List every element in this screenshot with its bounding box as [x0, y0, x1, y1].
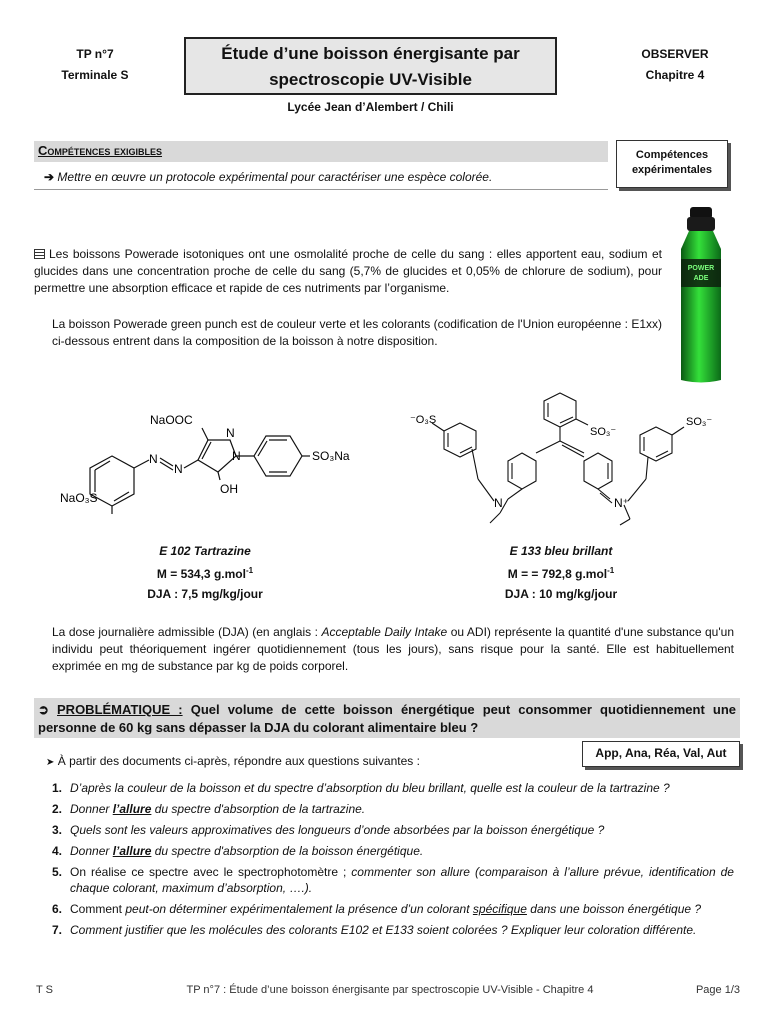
footer-center: TP n°7 : Étude d’une boisson énergisante par spectroscopie UV-Visible - Chapitre 4	[186, 984, 594, 996]
competence-text: Mettre en œuvre un protocole expérimental pour caractériser une espèce colorée.	[57, 170, 493, 184]
pyrazole-n1-label: N	[226, 426, 235, 440]
tartrazine-structure	[52, 410, 372, 540]
svg-text:ADE: ADE	[693, 275, 709, 282]
question-5: 5. On réalise ce spectre avec le spectrophotomètre ; commenter son allure (comparaison à l’allure prévue, identification de chaque colorant, maximum d’absorption, ….).	[52, 865, 734, 895]
bleu-brillant-structure	[410, 383, 740, 533]
competences-box-line1: Compétences	[635, 149, 709, 161]
questions-intro: ➤ À partir des documents ci-après, répondre aux questions suivantes :	[46, 754, 420, 768]
header-left	[40, 44, 150, 86]
question-3: 3. Quels sont les valeurs approximatives des longueurs d’onde absorbées par la boisson énergétique ?	[52, 823, 605, 837]
bleu-name: E 133 bleu brillant	[509, 544, 613, 558]
header-right	[620, 44, 730, 86]
page-title	[184, 37, 557, 95]
oh-label: OH	[220, 482, 238, 496]
questions-list	[52, 780, 734, 943]
book-icon	[34, 249, 45, 259]
naooc-label: NaOOC	[150, 413, 193, 427]
so3-left-label: ⁻O₃S	[410, 414, 437, 426]
bleu-dja: DJA : 10 mg/kg/jour	[504, 587, 618, 601]
dja-definition: La dose journalière admissible (DJA) (en anglais : Acceptable Daily Intake ou ADI) représente la quantité d'une substance qu'un individu peut théoriquement ingérer quotidiennement (tous les jours), sans risque pour la santé. Elle est habituellement exprimée en mg de substance par kg de poids corporel.	[52, 625, 734, 673]
footer-left: T S	[36, 984, 53, 996]
intro-text-1: Les boissons Powerade isotoniques ont une osmolalité proche de celle du sang : elles apportent eau, sodium et glucides dans une concentration proche de celle du sang (5,7% de glucides et 0,05% de chlorure de sodium), pour permettre une absorption efficace et rapide de ces nutriments par l’organisme.	[34, 247, 662, 295]
tartrazine-dja: DJA : 7,5 mg/kg/jour	[147, 587, 263, 601]
bottle-label: POWER	[687, 265, 715, 272]
azo-n1-label: N	[149, 452, 158, 466]
bleu-caption	[456, 541, 666, 604]
so3-mid-label: SO₃⁻	[590, 426, 617, 438]
pointer-icon: ➤	[46, 757, 55, 768]
question-7: 7. Comment justifier que les molécules des colorants E102 et E133 soient colorées ? Expliquer leur coloration différente.	[52, 923, 697, 937]
problematique-text: Quel volume de cette boisson énergétique peut consommer quotidiennement une personne de 60 kg sans dépasser la DJA du colorant alimentaire bleu ?	[38, 702, 736, 735]
tp-number: TP n°7	[76, 47, 114, 61]
competence-item	[34, 162, 608, 190]
n-right-label: N⁺	[614, 496, 629, 510]
question-2: 2. Donner l’allure du spectre d'absorption de la tartrazine.	[52, 802, 366, 816]
competences-heading: Compétences exigibles	[34, 141, 608, 162]
so3-right-label: SO₃⁻	[686, 416, 713, 428]
theme-label: OBSERVER	[641, 47, 709, 61]
arrow-right-icon: ➔	[44, 170, 55, 184]
tartrazine-name: E 102 Tartrazine	[159, 544, 251, 558]
title-line-1: Étude d’une boisson énergisante par	[221, 44, 520, 63]
title-line-2: spectroscopie UV-Visible	[269, 70, 472, 89]
tartrazine-caption	[100, 541, 310, 604]
tartrazine-mass: M = 534,3 g.mol$^{-1}$	[156, 566, 254, 581]
school-name: Lycée Jean d’Alembert / Chili	[287, 100, 454, 114]
competences-box	[616, 140, 728, 188]
pyrazole-n2-label: N	[232, 449, 241, 463]
so3na-right-label: SO₃Na	[312, 449, 350, 463]
question-1: 1. D’après la couleur de la boisson et du spectre d’absorption du bleu brillant, quelle est la couleur de la tartrazine ?	[52, 781, 670, 795]
question-6: 6. Comment peut-on déterminer expérimentalement la présence d’un colorant spécifique dans une boisson énergétique ?	[52, 902, 702, 916]
so3na-left-label: NaO₃S	[60, 491, 98, 505]
problematique-label: PROBLÉMATIQUE :	[57, 702, 183, 717]
intro-paragraph-1	[34, 246, 662, 297]
class-level: Terminale S	[61, 68, 129, 82]
skills-box: App, Ana, Réa, Val, Aut	[582, 741, 740, 767]
bleu-mass: M = = 792,8 g.mol$^{-1}$	[507, 566, 615, 581]
competences-box-line2: expérimentales	[631, 164, 713, 176]
footer-page: Page 1/3	[695, 984, 740, 996]
powerade-bottle-image	[671, 205, 731, 385]
question-4: 4. Donner l’allure du spectre d'absorption de la boisson énergétique.	[52, 844, 424, 858]
chapter-label: Chapitre 4	[645, 68, 705, 82]
problematique-bar	[34, 698, 740, 738]
azo-n2-label: N	[174, 462, 183, 476]
n-left-label: N	[494, 496, 503, 510]
intro-paragraph-2: La boisson Powerade green punch est de couleur verte et les colorants (codification de l'Union européenne : E1xx) ci-dessous entrent dans la composition de la boisson à notre disposition.	[52, 317, 662, 348]
circle-arrow-icon: ➲	[38, 702, 49, 717]
